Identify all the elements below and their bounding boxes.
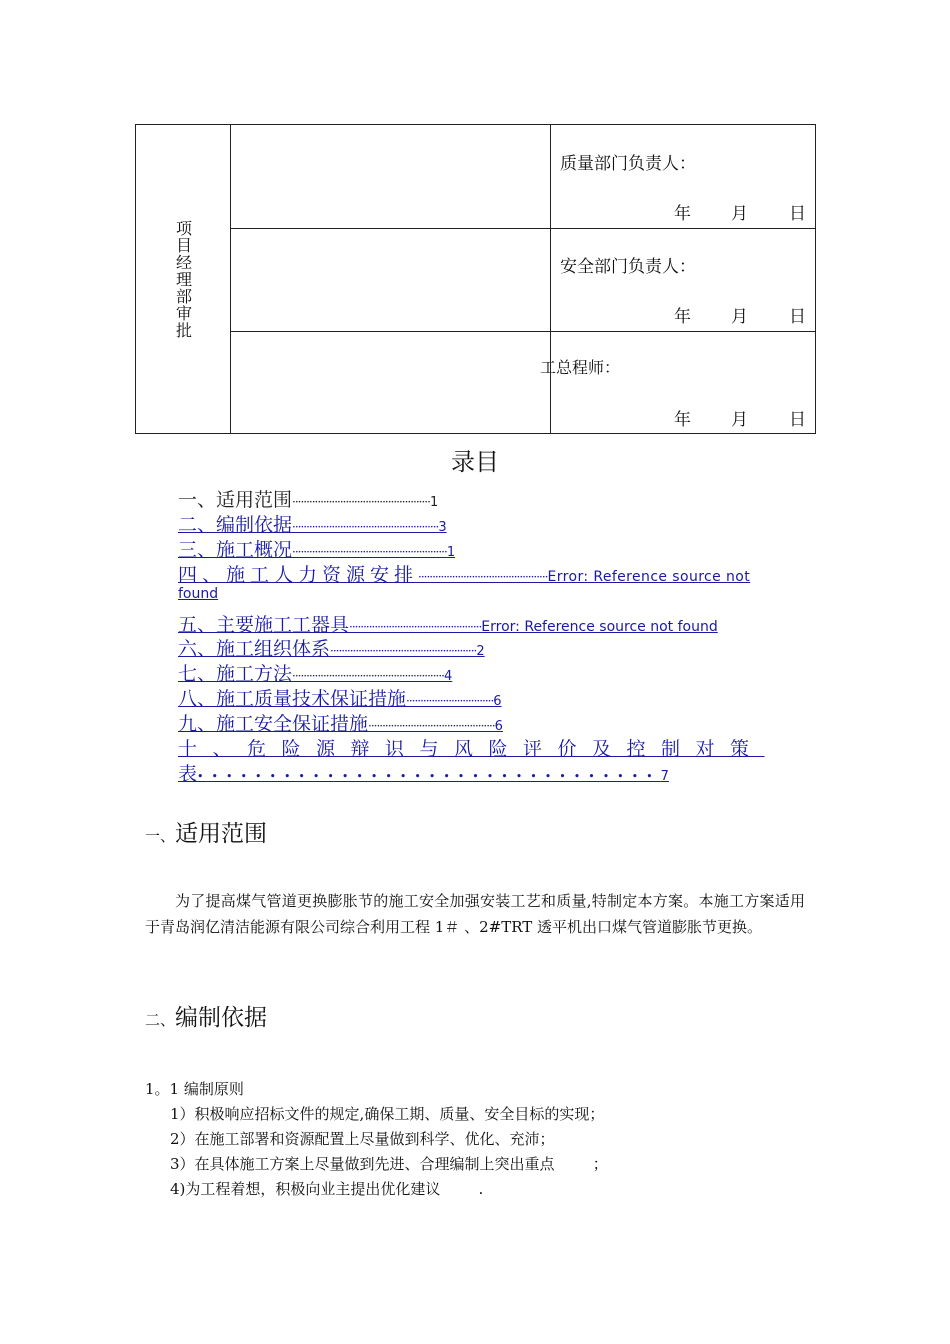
toc-item[interactable] <box>178 734 806 761</box>
date-month: 月 <box>731 204 748 224</box>
date-row <box>674 199 814 224</box>
date-day: 日 <box>789 410 806 430</box>
toc-item-label: 四、施工人力资源安排 <box>178 564 419 586</box>
list-item: 2）在施工部署和资源配置上尽量做到科学、优化、充沛； <box>170 1130 555 1148</box>
toc-item[interactable] <box>178 485 806 512</box>
toc-item-label: 六、施工组织体系 <box>178 638 331 660</box>
toc-page-number: 6 <box>494 719 503 734</box>
section-title: 编制依据 <box>175 1005 268 1031</box>
toc-leader-dots: ············································· <box>368 719 495 733</box>
approval-side-label: 项目经理部审批 <box>173 219 193 339</box>
section-number: 一、 <box>145 827 176 845</box>
toc-leader-dots: ······························· <box>406 694 494 708</box>
toc-leader-dots: ···················································· <box>292 520 439 534</box>
table-divider <box>230 228 815 229</box>
date-month: 月 <box>731 307 748 327</box>
toc-title: 录目 <box>451 448 499 476</box>
toc-page-number: 4 <box>444 669 453 684</box>
toc-page-number: 3 <box>438 520 447 535</box>
toc-page-number: 7 <box>660 769 669 784</box>
toc-item[interactable] <box>178 510 806 537</box>
toc-leader-dots: ··············································· <box>349 620 482 634</box>
section-heading <box>145 815 267 848</box>
toc-item-label: 九、施工安全保证措施 <box>178 713 369 735</box>
toc-item[interactable] <box>178 684 806 711</box>
approval-side-label-cell <box>136 125 230 433</box>
toc-leader-dots: ···················································· <box>330 644 477 658</box>
toc-page-error-cont: found <box>178 586 219 602</box>
table-divider <box>550 125 551 433</box>
date-row <box>674 405 814 430</box>
toc-leader-dots: ·············································· <box>418 570 548 584</box>
date-day: 日 <box>789 307 806 327</box>
date-month: 月 <box>731 410 748 430</box>
toc-item[interactable] <box>178 535 806 562</box>
toc-item-label: 七、施工方法 <box>178 663 293 685</box>
toc-item-cont[interactable] <box>178 759 806 786</box>
toc-item-label: 五、主要施工工器具 <box>178 614 350 636</box>
toc-page-error: Error: Reference source not <box>547 569 751 585</box>
signer-label: 工总程师： <box>540 358 621 377</box>
toc-item[interactable] <box>178 610 806 637</box>
toc-leader-dots: ······················································· <box>292 545 447 559</box>
toc-page-number: 6 <box>493 694 502 709</box>
toc-page-number: 2 <box>476 644 485 659</box>
toc-item-label: 八、施工质量技术保证措施 <box>178 688 407 710</box>
toc-item[interactable] <box>178 659 806 686</box>
toc-page-number: 1 <box>429 495 439 510</box>
date-day: 日 <box>789 204 806 224</box>
sub-heading: 1。1 编制原则 <box>145 1080 244 1098</box>
date-year: 年 <box>674 204 691 224</box>
toc-page-error: Error: Reference source not found <box>481 619 718 635</box>
section-body: 为了提高煤气管道更换膨胀节的施工安全加强安装工艺和质量,特制定本方案。本施工方案适用于青岛润亿清洁能源有限公司综合利用工程 1＃ 、2#TRT 透平机出口煤气管道膨胀节更换。 <box>145 892 805 936</box>
toc-item-label: 二、编制依据 <box>178 514 293 536</box>
toc-item-label: 三、施工概况 <box>178 539 293 561</box>
section-title: 适用范围 <box>175 821 268 847</box>
section-number: 二、 <box>145 1011 176 1029</box>
toc-leader-dots: •••••••••••••••••••••••••••••••• <box>197 770 661 783</box>
approval-table <box>135 124 816 434</box>
date-year: 年 <box>674 307 691 327</box>
toc-item[interactable] <box>178 560 806 587</box>
toc-item-label: 一、适用范围 <box>178 489 293 511</box>
toc-item-label-cont: 表 <box>178 763 198 785</box>
list-item: 1）积极响应招标文件的规定,确保工期、质量、安全目标的实现； <box>170 1105 605 1123</box>
list-item: 4)为工程着想，积极向业主提出优化建议 . <box>170 1180 484 1198</box>
signer-label: 安全部门负责人： <box>560 257 696 277</box>
toc-item[interactable] <box>178 634 806 661</box>
toc-item-label: 十、危险源辩识与风险评价及控制对策 <box>178 738 765 760</box>
toc-leader-dots: ······················································ <box>292 669 444 683</box>
toc-leader-dots: ················································· <box>292 495 430 509</box>
date-row <box>674 302 814 327</box>
toc-page-number: 1 <box>446 545 456 560</box>
toc-item[interactable] <box>178 709 806 736</box>
list-item: 3）在具体施工方案上尽量做到先进、合理编制上突出重点 ； <box>170 1155 608 1173</box>
table-divider <box>230 125 231 433</box>
section-heading <box>145 999 267 1032</box>
table-divider <box>230 331 815 332</box>
signer-label: 质量部门负责人： <box>560 154 696 174</box>
date-year: 年 <box>674 410 691 430</box>
